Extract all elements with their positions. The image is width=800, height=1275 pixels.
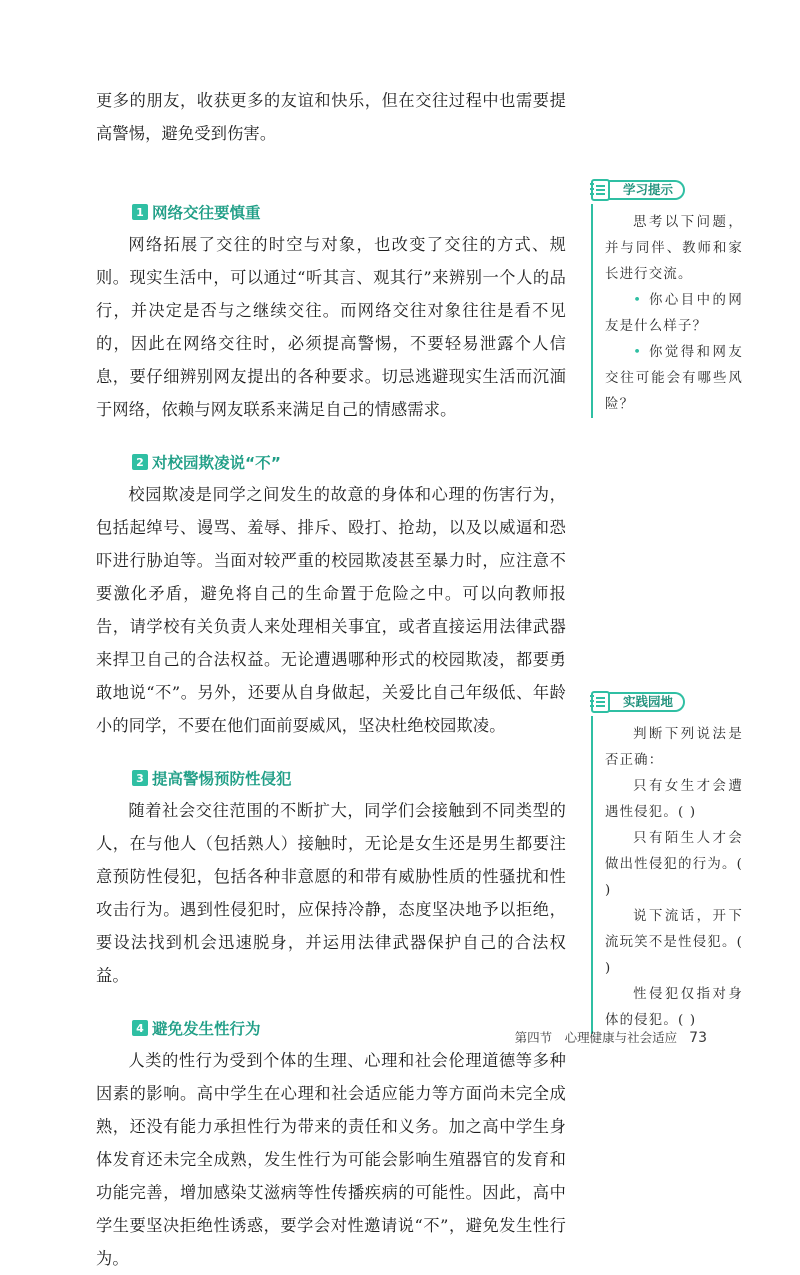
bullet: • bbox=[633, 293, 643, 308]
bullet: • bbox=[633, 345, 643, 360]
practice-title: 实践园地 bbox=[609, 692, 685, 712]
section-number-badge: 1 bbox=[132, 204, 148, 220]
section-number-badge: 2 bbox=[132, 454, 148, 470]
study-tip-header bbox=[587, 176, 743, 204]
section-title: 网络交往要慎重 bbox=[152, 204, 261, 222]
study-tip-box bbox=[587, 176, 743, 418]
practice-item: 只有女生才会遭遇性侵犯。( ) bbox=[605, 779, 743, 820]
study-tip-body bbox=[591, 204, 743, 418]
section-number-badge: 4 bbox=[132, 1020, 148, 1036]
section-heading-3 bbox=[96, 762, 566, 794]
practice-item: 说下流话，开下流玩笑不是性侵犯。( ) bbox=[605, 909, 743, 976]
notebook-icon bbox=[589, 178, 613, 202]
section-title: 避免发生性行为 bbox=[152, 1020, 261, 1038]
practice-intro: 判断下列说法是否正确： bbox=[605, 727, 743, 768]
study-tip-item: • 你觉得和网友交往可能会有哪些风险？ bbox=[605, 345, 743, 412]
page-number: 73 bbox=[689, 1030, 707, 1046]
section-heading-1 bbox=[96, 196, 566, 228]
study-tip-intro: 思考以下问题，并与同伴、教师和家长进行交流。 bbox=[605, 215, 743, 282]
intro-paragraph: 更多的朋友，收获更多的友谊和快乐，但在交往过程中也需要提高警惕，避免受到伤害。 bbox=[96, 91, 566, 143]
section-number-badge: 3 bbox=[132, 770, 148, 786]
section-paragraph-1: 网络拓展了交往的时空与对象，也改变了交往的方式、规则。现实生活中，可以通过“听其言、观其行”来辨别一个人的品行，并决定是否与之继续交往。而网络交往对象往往是看不见的，因此在网络交往时，必须提高警惕，不要轻易泄露个人信息，要仔细辨别网友提出的各种要求。切忌逃避现实生活而沉湎于网络，依赖与网友联系来满足自己的情感需求。 bbox=[96, 235, 566, 419]
section-paragraph-4: 人类的性行为受到个体的生理、心理和社会伦理道德等多种因素的影响。高中学生在心理和社会适应能力等方面尚未完全成熟，还没有能力承担性行为带来的责任和义务。加之高中学生身体发育还未完全成熟，发生性行为可能会影响生殖器官的发育和功能完善，增加感染艾滋病等性传播疾病的可能性。因此，高中学生要坚决拒绝性诱惑，要学会对性邀请说“不”，避免发生性行为。 bbox=[96, 1051, 566, 1268]
practice-box bbox=[587, 688, 743, 1034]
section-paragraph-2: 校园欺凌是同学之间发生的故意的身体和心理的伤害行为，包括起绰号、谩骂、羞辱、排斥、殴打、抢劫，以及以威逼和恐吓进行胁迫等。当面对较严重的校园欺凌甚至暴力时，应注意不要激化矛盾，避免将自己的生命置于危险之中。可以向教师报告，请学校有关负责人来处理相关事宜，或者直接运用法律武器来捍卫自己的合法权益。无论遭遇哪种形式的校园欺凌，都要勇敢地说“不”。另外，还要从自身做起，关爱比自己年级低、年龄小的同学，不要在他们面前耍威风，坚决杜绝校园欺凌。 bbox=[96, 485, 566, 735]
section-paragraph-3: 随着社会交往范围的不断扩大，同学们会接触到不同类型的人，在与他人（包括熟人）接触时，无论是女生还是男生都要注意预防性侵犯，包括各种非意愿的和带有威胁性质的性骚扰和性攻击行为。遇到性侵犯时，应保持冷静，态度坚决地予以拒绝，要设法找到机会迅速脱身，并运用法律武器保护自己的合法权益。 bbox=[96, 801, 566, 985]
practice-header bbox=[587, 688, 743, 716]
study-tip-item: • 你心目中的网友是什么样子？ bbox=[605, 293, 743, 334]
study-tip-title: 学习提示 bbox=[609, 180, 685, 200]
section-heading-2 bbox=[96, 446, 566, 478]
practice-item: 只有陌生人才会做出性侵犯的行为。( ) bbox=[605, 831, 743, 898]
section-title: 对校园欺凌说“不” bbox=[152, 454, 281, 472]
footer-section-label: 第四节 心理健康与社会适应 bbox=[514, 1030, 678, 1045]
practice-item: 性侵犯仅指对身体的侵犯。( ) bbox=[605, 987, 743, 1028]
section-heading-4 bbox=[96, 1012, 566, 1044]
practice-body bbox=[591, 716, 743, 1034]
page-footer bbox=[515, 1028, 707, 1046]
notebook-icon bbox=[589, 690, 613, 714]
main-column bbox=[96, 84, 566, 1275]
section-title: 提高警惕预防性侵犯 bbox=[152, 770, 292, 788]
